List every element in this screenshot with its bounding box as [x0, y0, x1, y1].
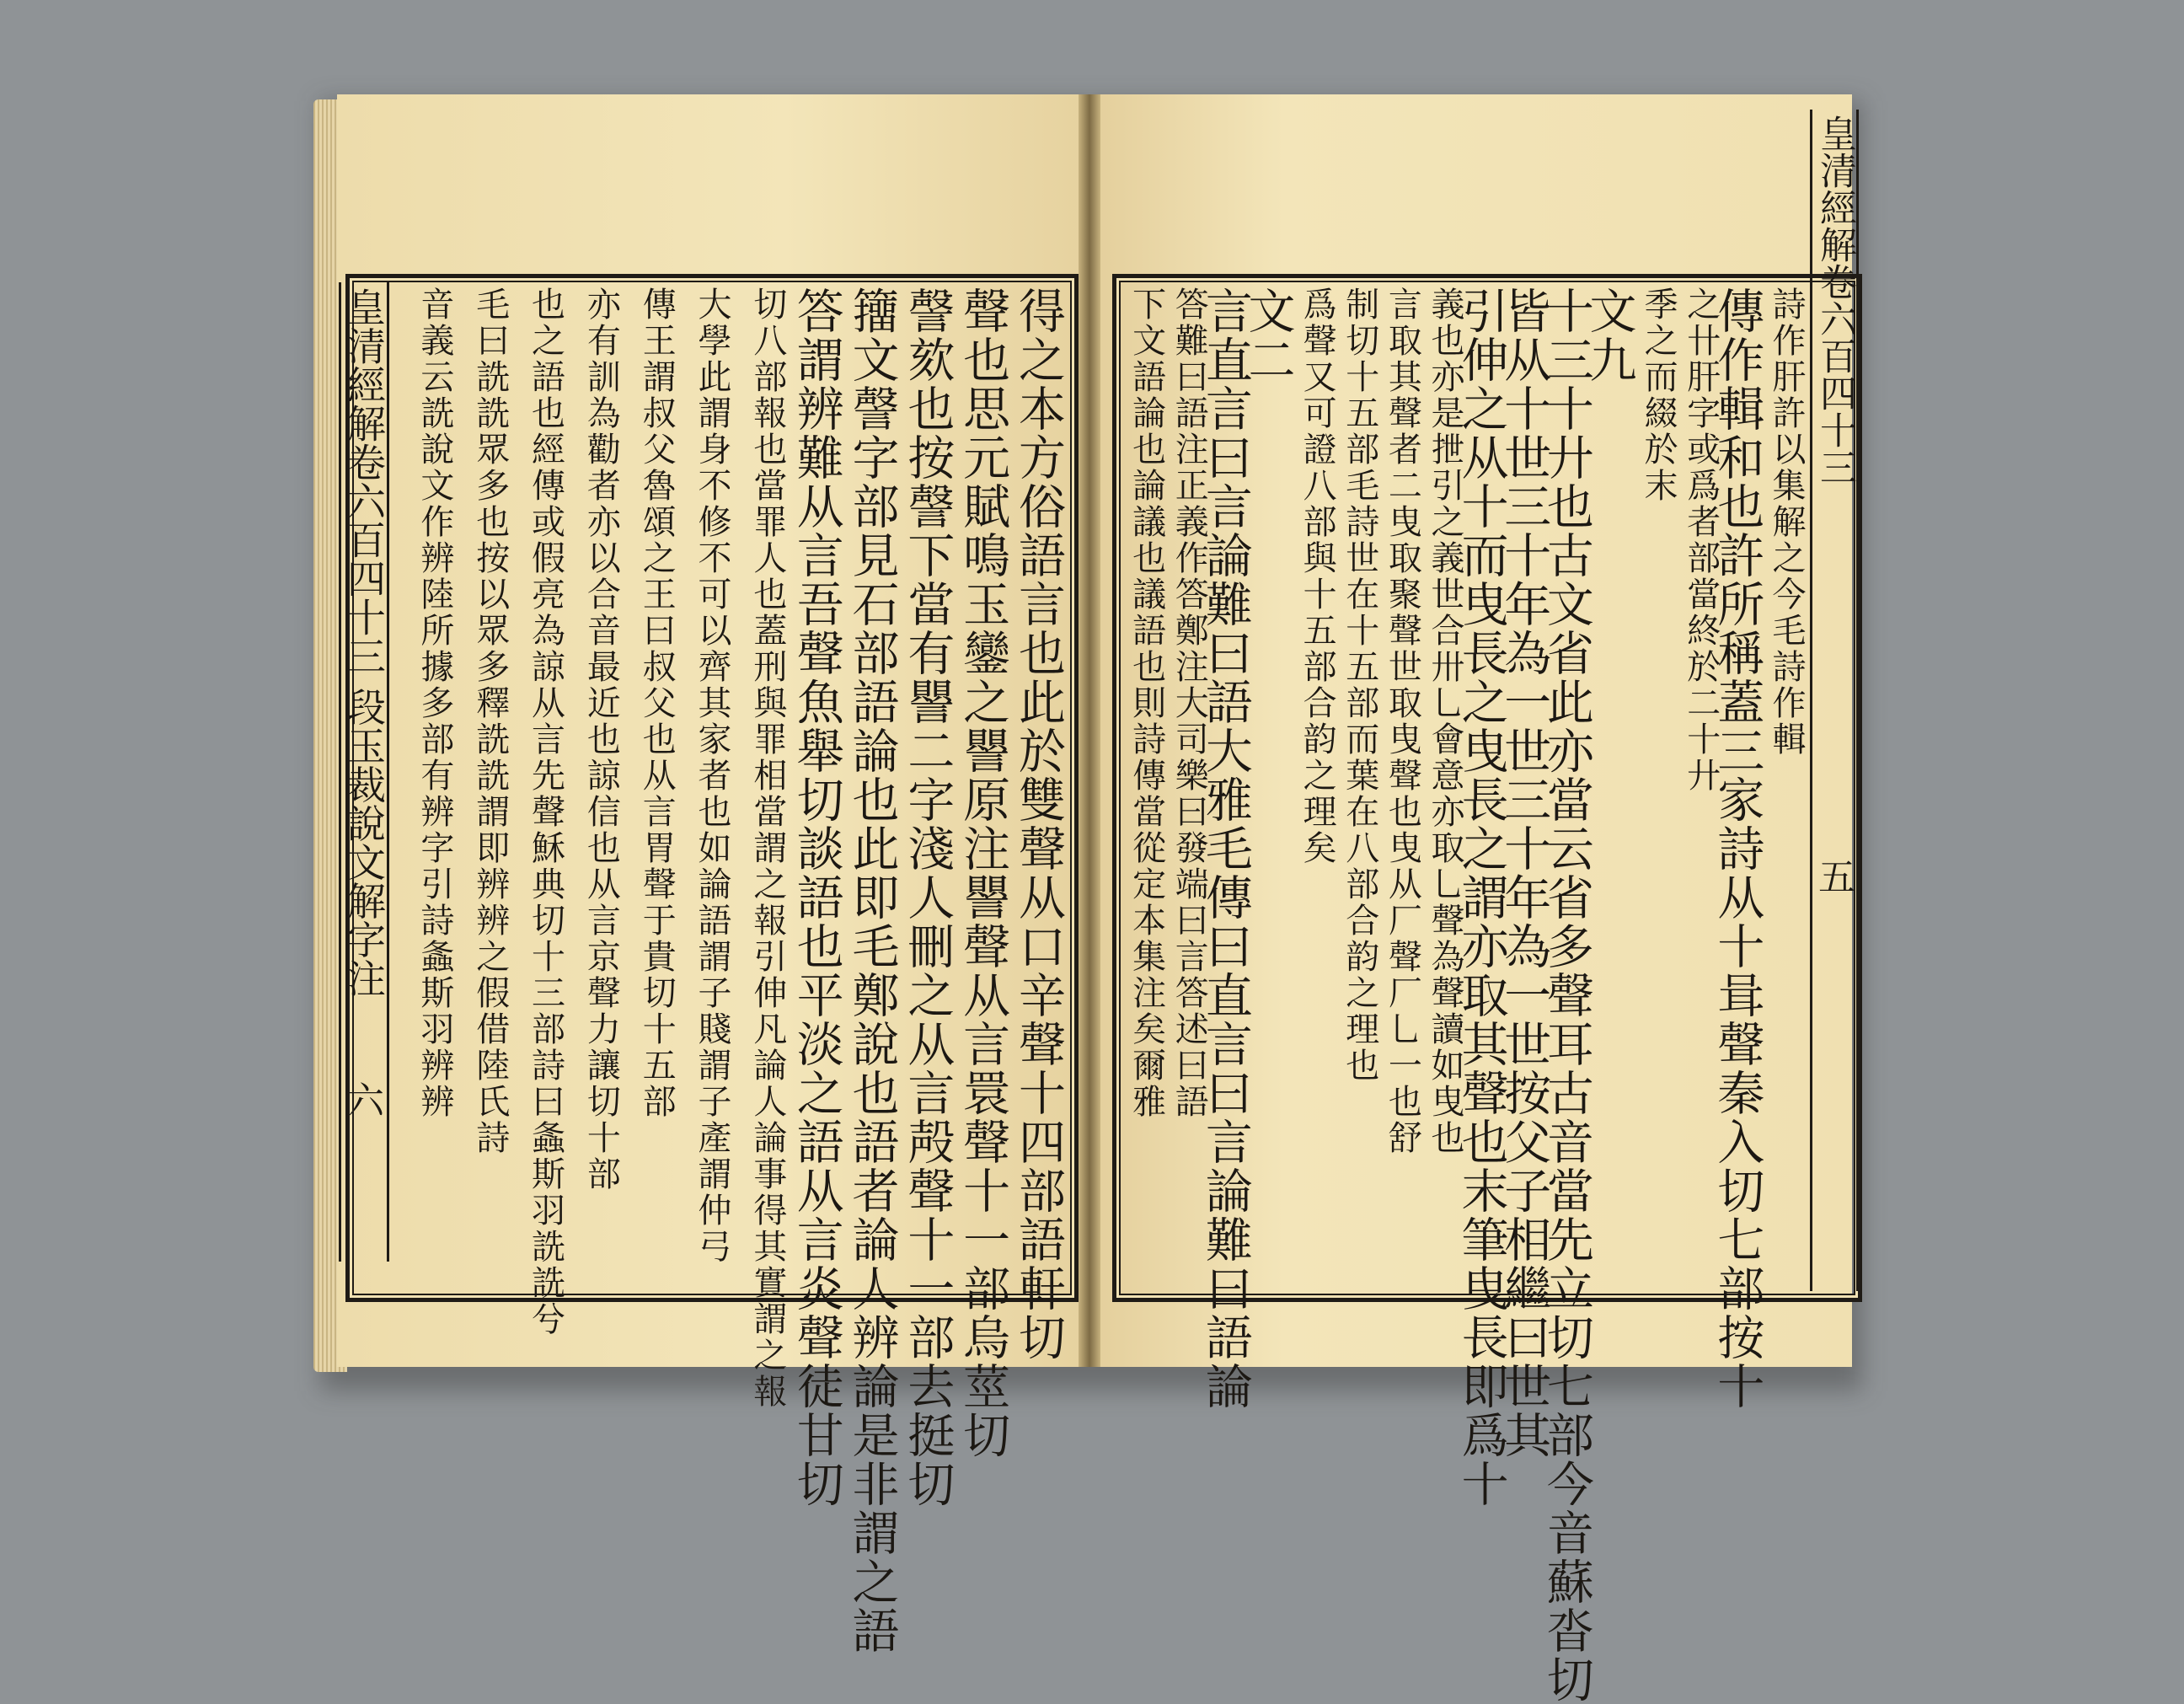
text-column: 傳作輯和也許所稱蓋三家詩从十咠聲秦入切七部按十: [1710, 287, 1765, 1411]
text-column: 毛曰詵詵眾多也按以眾多釋詵詵謂即辨辨之假借陸氏詩: [470, 287, 510, 1156]
text-column: 十三十廾也古文省此亦當云省多聲耳古音當先立切七部今音蘇沓切: [1539, 287, 1594, 1704]
text-column: 籒文謦字部見石部語論也此即毛鄭說也語者論人辨論是非謂之語: [844, 287, 900, 1655]
text-column: 也之語也經傳或假亮為諒从言先聲穌典切十三部詩曰螽斯羽詵詵兮: [526, 287, 565, 1337]
text-column: 言直言曰言論難曰語大雅毛傳曰直言曰言論難曰語論: [1197, 287, 1253, 1411]
text-column: 文二: [1240, 287, 1296, 384]
text-column: 之卄肝字或爲者部當終於二十廾: [1681, 287, 1721, 794]
text-column: 切八部報也當罪人也蓋刑與罪相當謂之報引伸凡論人論事得其實謂之報: [747, 287, 787, 1410]
text-column: 制切十五部毛詩世在十五部而葉在八部合韵之理也: [1340, 287, 1379, 1084]
text-column: 引伸之从十而曳長之曳長之謂亦取其聲也末筆曳長即爲十: [1453, 287, 1509, 1508]
text-column: 言取其聲者二曳取聚聲世取曳聲也曳从厂聲厂乚一也舒: [1383, 287, 1422, 1156]
text-column: 義也亦是抴引之義世合卅乚會意亦取乚聲為聲讀如曳也: [1426, 287, 1464, 1156]
text-column: 聲也思元賦鳴玉鑾之譻原注譻聲从言睘聲十一部烏莖切: [956, 287, 1011, 1460]
text-column: 音義云詵說文作辨陸所據多部有辨字引詩螽斯羽辨辨: [415, 287, 454, 1120]
right-columns: [1121, 287, 1806, 1704]
text-column: 下文語論也論議也議語也則詩傳當從定本集注矣爾雅: [1127, 287, 1166, 1120]
text-column: 皆从十世三十年為一世三十年為一世按父子相繼曰世其: [1496, 287, 1552, 1460]
book-gutter: [1079, 94, 1100, 1367]
right-folio: 五: [1818, 856, 1855, 899]
text-column: 謦欬也按謦下當有譻二字淺人刪之从言殸聲十一部去挺切: [900, 287, 956, 1508]
text-column: 得之本方俗語言也此於雙聲从口辛聲十四部語軒切: [1011, 287, 1066, 1362]
text-column: 答謂辨難从言吾聲魚舉切談語也平淡之語从言炎聲徒甘切: [789, 287, 844, 1508]
text-column: 爲聲又可證八部與十五部合韵之理矣: [1298, 287, 1337, 866]
text-column: 答難曰語注正義作答鄭注大司樂曰發端曰言答述曰語: [1170, 287, 1209, 1120]
text-column: 季之而綴於末: [1639, 287, 1678, 504]
left-columns: [396, 287, 1066, 1655]
left-banner: 皇清經解卷六百四十三 段玉裁說文解字注: [339, 282, 389, 1262]
text-column: 文九: [1582, 287, 1637, 384]
text-column: 亦有訓為勸者亦以合音最近也諒信也从言京聲力讓切十部: [581, 287, 621, 1192]
text-column: 大學此謂身不修不可以齊其家者也如論語謂子賤謂子產謂仲弓: [693, 287, 732, 1265]
text-column: 傳王謂叔父魯頌之王曰叔父也从言胃聲于貴切十五部: [637, 287, 677, 1120]
left-folio: 六: [347, 1080, 384, 1123]
right-banner: 皇清經解卷六百四十三: [1810, 110, 1859, 1291]
text-column: 詩作肝許以集解之今毛詩作輯: [1767, 287, 1806, 758]
